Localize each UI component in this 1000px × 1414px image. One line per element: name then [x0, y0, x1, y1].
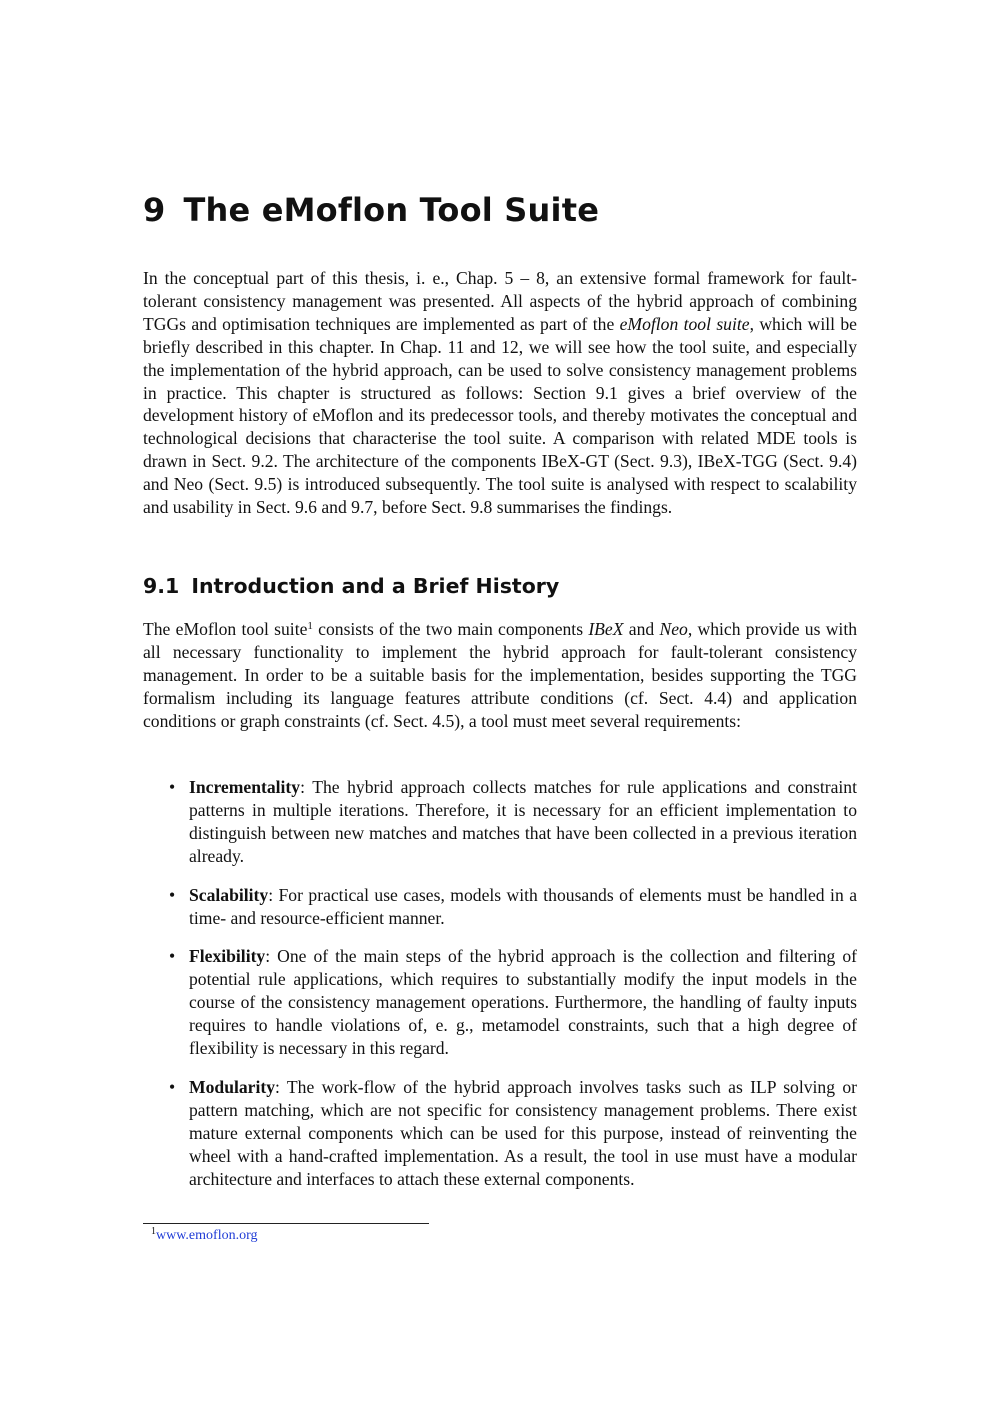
chapter-title [143, 186, 599, 234]
section-text-4: , which provide us with all necessary functionality to implement the hybrid approach for fault-tolerant consistency management. In order to be a suitable basis for the implementation, besides supporting the TGG formalism including its language features attribute conditions (cf. Sect. 4.4) and application conditions or graph constraints (cf. Sect. 4.5), a tool must meet several requirements: [143, 619, 857, 731]
section-text-1: The eMoflon tool suite [143, 619, 308, 639]
bullet-icon: • [169, 1076, 176, 1097]
chapter-number: 9 [143, 191, 166, 229]
requirement-term: Scalability [189, 884, 269, 905]
section-text-3: and [623, 619, 660, 639]
section-text-2: consists of the two main components [312, 619, 589, 639]
component-ibex: IBeX [588, 619, 624, 639]
list-item [143, 945, 857, 1060]
bullet-icon: • [169, 884, 176, 905]
intro-text-1: In the conceptual part of this thesis, i. e., Chap. 5 – 8, an extensive formal framework for fault-tolerant consistency management was presented. All aspects of the hybrid approach of combining TGGs and optimisation techniques are implemented as part of the [143, 268, 857, 334]
footnote-divider [143, 1223, 429, 1224]
requirement-term: Incrementality [189, 777, 301, 797]
requirements-list [143, 776, 857, 1207]
footnote [151, 1226, 258, 1246]
bullet-icon: • [169, 946, 176, 967]
requirement-text: : For practical use cases, models with thousands of elements must be handled in a time- and resource-efficient manner. [189, 884, 857, 928]
intro-text-2: , which will be briefly described in this chapter. In Chap. 11 and 12, we will see how the tool suite, and especially the implementation of the hybrid approach, can be used to solve consistency management problems in practice. This chapter is structured as follows: Section 9.1 gives a brief overview of the development history of eMoflon and its predecessor tools, and thereby motivates the conceptual and technological decisions that characterise the tool suite. A comparison with related MDE tools is drawn in Sect. 9.2. The architecture of the components IBeX-GT (Sect. 9.3), IBeX-TGG (Sect. 9.4) and Neo (Sect. 9.5) is introduced subsequently. The tool suite is analysed with respect to scalability and usability in Sect. 9.6 and 9.7, before Sect. 9.8 summarises the findings. [143, 313, 857, 518]
section-title [143, 572, 559, 600]
footnote-link[interactable]: www.emoflon.org [156, 1228, 258, 1243]
bullet-icon: • [169, 777, 176, 797]
chapter-title-text: The eMoflon Tool Suite [183, 191, 600, 229]
section-number: 9.1 [143, 574, 180, 598]
component-neo: Neo [659, 619, 688, 639]
requirement-text: : One of the main steps of the hybrid approach is the collection and filtering of potential rule applications, which requires to substantially modify the input models in the course of the consistency management operations. Furthermore, the handling of faulty inputs requires to handle violations of, e. g., metamodel constraints, such that a high degree of flexibility is necessary in this regard. [189, 946, 857, 1059]
intro-paragraph [143, 267, 857, 519]
section-paragraph [143, 618, 857, 733]
footnote-reference[interactable]: 1 [307, 620, 313, 632]
requirement-term: Flexibility [189, 946, 266, 967]
section-title-text: Introduction and a Brief History [191, 574, 560, 598]
requirement-term: Modularity [189, 1076, 276, 1097]
list-item [143, 776, 857, 868]
intro-emphasis: eMoflon tool suite [619, 313, 750, 334]
footnote-mark: 1 [151, 1226, 156, 1237]
list-item [143, 1076, 857, 1191]
requirement-text: : The work-flow of the hybrid approach involves tasks such as ILP solving or pattern matching, which are not specific for consistency management problems. There exist mature external components which can be used for this purpose, instead of reinventing the wheel with a hand-crafted implementation. As a result, the tool in use must have a modular architecture and interfaces to attach these external components. [189, 1076, 857, 1189]
list-item [143, 884, 857, 930]
requirement-text: : The hybrid approach collects matches for rule applications and constraint patterns in multiple iterations. Therefore, it is necessary for an efficient implementation to distinguish between new matches and matches that have been collected in a previous iteration already. [189, 777, 857, 866]
